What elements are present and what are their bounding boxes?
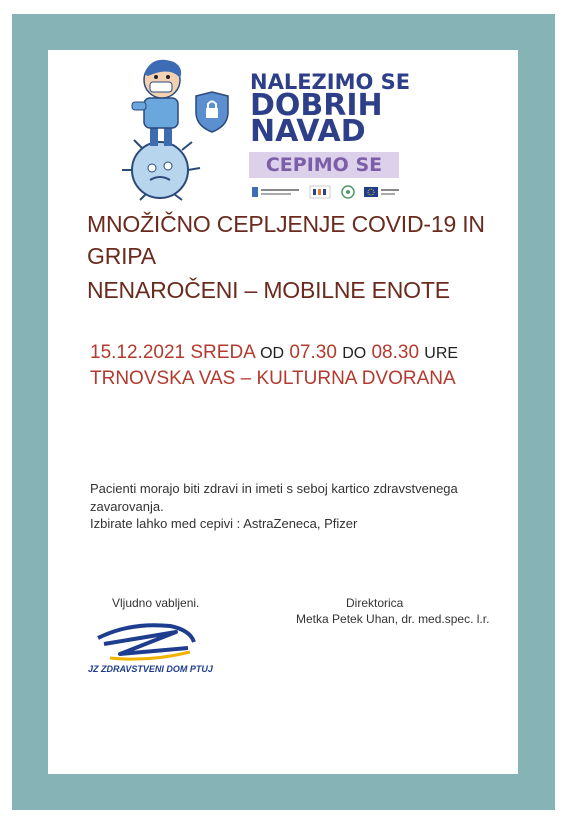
- schedule-to-label: DO: [342, 345, 367, 362]
- mascot-illustration: [112, 52, 232, 202]
- shield-icon: [196, 92, 228, 132]
- nijz-logo: [310, 186, 330, 198]
- schedule-location: TRNOVSKA VAS – KULTURNA DVORANA: [90, 368, 456, 389]
- tagline-line-1: NALEZIMO SE: [250, 70, 411, 94]
- schedule-unit: URE: [424, 345, 459, 362]
- schedule-day: SREDA: [190, 342, 255, 363]
- director-title: Direktorica: [346, 596, 404, 610]
- director-name: Metka Petek Uhan, dr. med.spec. l.r.: [296, 612, 490, 626]
- schedule-date: 15.12.2021: [90, 342, 186, 363]
- campaign-badge: CEPIMO SE: [249, 152, 399, 178]
- heading-line-1: MNOŽIČNO CEPLJENJE COVID-19 IN: [87, 211, 485, 237]
- schedule-line: [90, 342, 458, 364]
- heading-line-2: GRIPA: [87, 243, 156, 269]
- schedule-end: 08.30: [371, 342, 420, 363]
- tagline-line-3: NAVAD: [250, 114, 366, 149]
- org-name: JZ ZDRAVSTVENI DOM PTUJ: [88, 664, 213, 674]
- schedule-start: 07.30: [289, 342, 337, 363]
- info-paragraph-2: Izbirate lahko med cepivi : AstraZeneca, Pfizer: [90, 516, 358, 531]
- partner-logo: [342, 186, 354, 198]
- ministry-logo: [252, 187, 299, 197]
- schedule-from-label: OD: [260, 345, 285, 362]
- partner-logos: [252, 183, 402, 201]
- info-paragraph-1: Pacienti morajo biti zdravi in imeti s seboj kartico zdravstvenega zavarovanja.: [90, 481, 458, 514]
- heading-line-3: NENAROČENI – MOBILNE ENOTE: [87, 277, 450, 303]
- tagline-line-2: DOBRIH: [250, 88, 383, 123]
- eu-logo: [364, 187, 399, 197]
- virus-icon: [122, 140, 200, 200]
- org-logo-icon: [90, 618, 200, 664]
- greeting-text: Vljudno vabljeni.: [112, 596, 200, 610]
